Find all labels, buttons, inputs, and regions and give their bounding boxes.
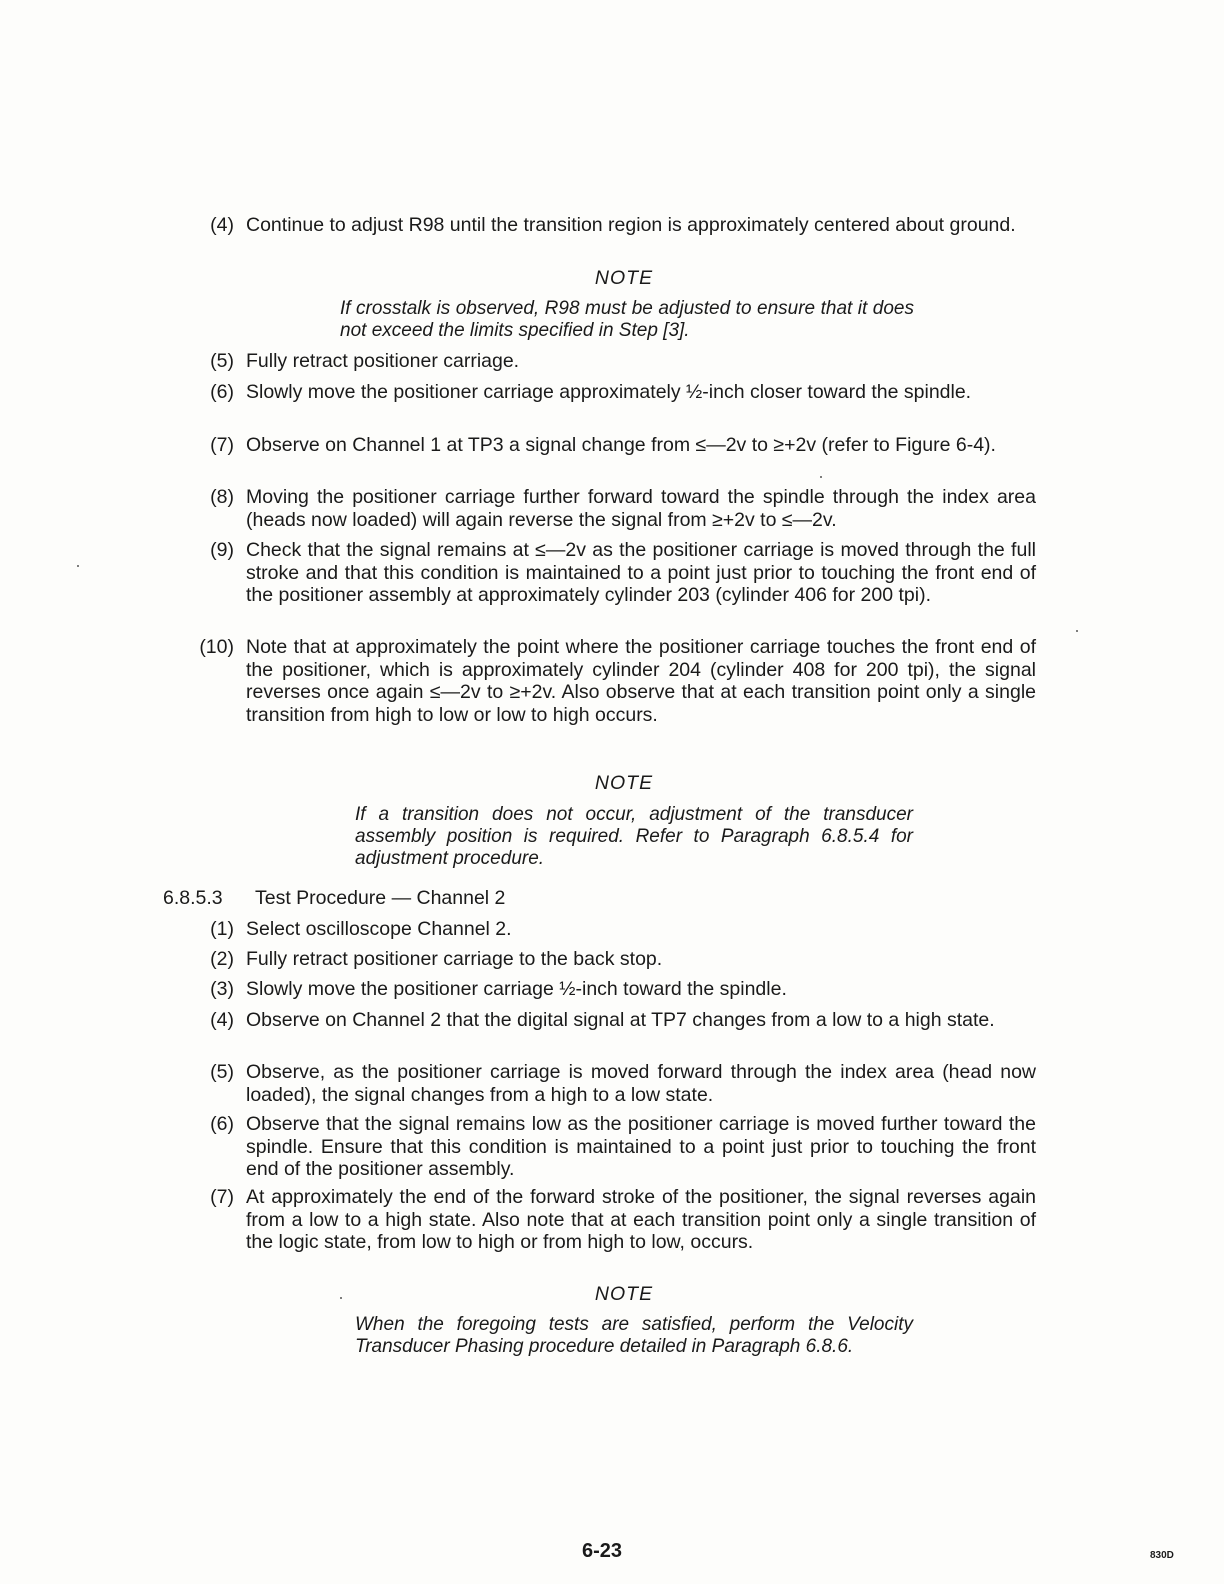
step-number: (3) — [210, 978, 234, 1000]
scan-speck — [77, 565, 79, 567]
step-number: (8) — [210, 486, 234, 508]
step-text: Moving the positioner carriage further forward toward the spindle through the index area (heads now loaded) will again reverse the signal from ≥+2v to ≤—2v. — [246, 486, 1036, 531]
step-text: At approximately the end of the forward stroke of the positioner, the signal reverses again from a low to a high state. Also note that at each transition point only a single transition of the logic state, from low to high or from high to low, occurs. — [246, 1186, 1036, 1253]
step-number: (9) — [210, 539, 234, 561]
document-code: 830D — [1150, 1550, 1174, 1561]
section-number: 6.8.5.3 — [163, 887, 223, 909]
step-text: Observe on Channel 2 that the digital signal at TP7 changes from a low to a high state. — [246, 1009, 995, 1031]
step-number: (7) — [210, 434, 234, 456]
note-body: When the foregoing tests are satisfied, perform the Velocity Transducer Phasing procedure detailed in Paragraph 6.8.6. — [355, 1314, 913, 1357]
note-title: NOTE — [594, 772, 654, 794]
step-text: Continue to adjust R98 until the transition region is approximately centered about ground. — [246, 214, 1016, 236]
step-text: Observe on Channel 1 at TP3 a signal change from ≤—2v to ≥+2v (refer to Figure 6-4). — [246, 434, 996, 456]
section-title: Test Procedure — Channel 2 — [255, 887, 506, 909]
note-title: NOTE — [594, 267, 654, 289]
step-text: Observe that the signal remains low as the positioner carriage is moved further toward the spindle. Ensure that this condition is maintained to a point just prior to touching the front end of the positioner assembly. — [246, 1113, 1036, 1180]
step-text: Observe, as the positioner carriage is moved forward through the index area (head now loaded), the signal changes from a high to a low state. — [246, 1061, 1036, 1106]
step-number: (4) — [210, 1009, 234, 1031]
section-heading — [163, 887, 505, 910]
step-number: (5) — [210, 350, 234, 372]
step-number: (7) — [210, 1186, 234, 1208]
scan-speck — [820, 476, 822, 478]
step-text: Slowly move the positioner carriage approximately ½-inch closer toward the spindle. — [246, 381, 972, 403]
step-number: (6) — [210, 381, 234, 403]
step-number: (2) — [210, 948, 234, 970]
step-text: Select oscilloscope Channel 2. — [246, 918, 512, 940]
step-number: (4) — [210, 214, 234, 236]
note-body: If crosstalk is observed, R98 must be adjusted to ensure that it does not exceed the limits specified in Step [3]. — [340, 298, 914, 341]
note-body: If a transition does not occur, adjustment of the transducer assembly position is required. Refer to Paragraph 6.8.5.4 for adjustment procedure. — [355, 804, 913, 869]
scan-speck — [1076, 630, 1078, 632]
step-number: (10) — [199, 636, 234, 658]
page-number: 6-23 — [581, 1540, 623, 1562]
step-text: Slowly move the positioner carriage ½-inch toward the spindle. — [246, 978, 787, 1000]
scan-speck — [340, 1297, 342, 1299]
step-text: Fully retract positioner carriage to the back stop. — [246, 948, 663, 970]
step-text: Fully retract positioner carriage. — [246, 350, 520, 372]
note-title: NOTE — [594, 1283, 654, 1305]
step-number: (6) — [210, 1113, 234, 1135]
step-number: (5) — [210, 1061, 234, 1083]
step-number: (1) — [210, 918, 234, 940]
step-text: Check that the signal remains at ≤—2v as the positioner carriage is moved through the full stroke and that this condition is maintained to a point just prior to touching the front end of the positioner assembly at approximately cylinder 203 (cylinder 406 for 200 tpi). — [246, 539, 1036, 606]
step-text: Note that at approximately the point where the positioner carriage touches the front end of the positioner, which is approximately cylinder 204 (cylinder 408 for 200 tpi), the signal reverses once again ≤—2v to ≥+2v. Also observe that at each transition point only a single transition from high to low or low to high occurs. — [246, 636, 1036, 726]
